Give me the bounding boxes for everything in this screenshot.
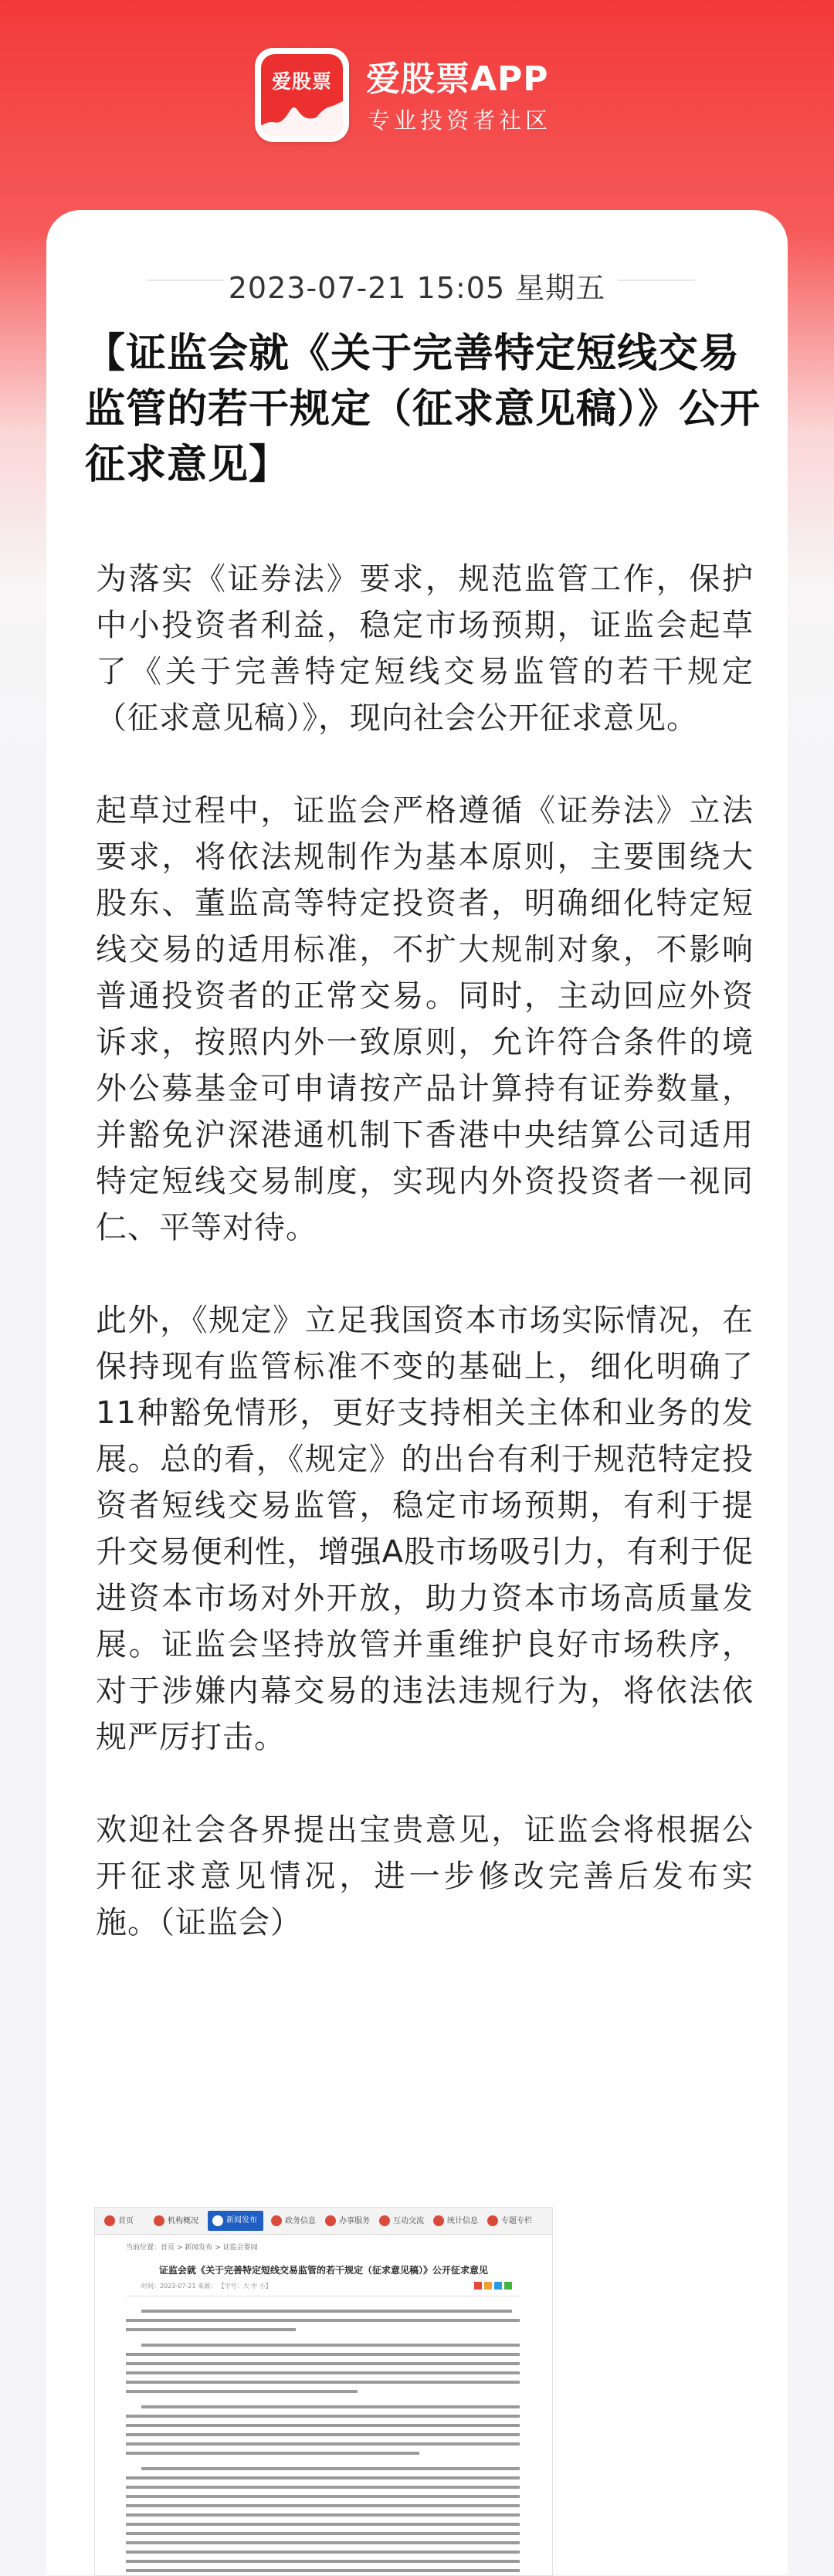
share-icon bbox=[504, 2282, 512, 2290]
article-paragraph: 为落实《证券法》要求，规范监管工作，保护中小投资者利益，稳定市场预期，证监会起草了《关于完善特定短线交易监管的若干规定（征求意见稿）》，现向社会公开征求意见。 bbox=[96, 561, 754, 736]
home-icon bbox=[104, 2215, 115, 2226]
divider bbox=[618, 280, 695, 281]
article-paragraph: 起草过程中，证监会严格遵循《证券法》立法要求，将依法规制作为基本原则，主要围绕大股东、董监高等特定投资者，明确细化特定短线交易的适用标准，不扩大规制对象，不影响普通投资者的正常交易。同时，主动回应外资诉求，按照内外一致原则，允许符合条件的境外公募基金可申请按产品计算持有证券数量，并豁免沪深港通机制下香港中央结算公司适用特定短线交易制度，实现内外资投资者一视同仁、平等对待。 bbox=[96, 793, 754, 1246]
app-slogan: 专业投资者社区 bbox=[368, 107, 552, 134]
topic-icon bbox=[487, 2215, 498, 2226]
article-paragraph: 欢迎社会各界提出宝贵意见，证监会将根据公开征求意见情况，进一步修改完善后发布实施。（证监会） bbox=[96, 1812, 754, 1940]
embedded-source-screenshot[interactable] bbox=[94, 2207, 553, 2576]
app-name: 爱股票APP bbox=[366, 59, 549, 99]
building-icon bbox=[154, 2215, 164, 2226]
article-paragraph: 此外，《规定》立足我国资本市场实际情况，在保持现有监管标准不变的基础上，细化明确了11种豁免情形，更好支持相关主体和业务的发展。总的看，《规定》的出台有利于规范特定投资者短线交易监管，稳定市场预期，有利于提升交易便利性，增强A股市场吸引力，有利于促进资本市场对外开放，助力资本市场高质量发展。证监会坚持放管并重维护良好市场秩序，对于涉嫌内幕交易的违法违规行为，将依法依规严厉打击。 bbox=[96, 1303, 754, 1755]
share-icon bbox=[484, 2282, 492, 2290]
stats-icon bbox=[433, 2215, 444, 2226]
news-icon bbox=[212, 2215, 223, 2226]
share-icon bbox=[494, 2282, 502, 2290]
source-nav-tab-active: 新闻发布 bbox=[208, 2211, 263, 2231]
source-meta bbox=[141, 2282, 512, 2290]
source-nav-tab: 专题专栏 bbox=[486, 2214, 532, 2229]
app-logo-badge bbox=[261, 54, 343, 136]
app-header bbox=[0, 0, 834, 210]
source-site-nav bbox=[95, 2208, 552, 2235]
logo-text: 爱股票 bbox=[271, 70, 332, 93]
article-title: 【证监会就《关于完善特定短线交易监管的若干规定（征求意见稿）》公开征求意见】 bbox=[85, 330, 761, 488]
article-body bbox=[96, 556, 754, 1992]
source-nav-tab: 政务信息 bbox=[270, 2214, 316, 2229]
publish-date-row bbox=[46, 256, 788, 303]
source-nav-tab: 机构概况 bbox=[152, 2214, 198, 2229]
document-icon bbox=[271, 2215, 282, 2226]
chart-wave-icon bbox=[261, 93, 343, 136]
chat-icon bbox=[379, 2215, 390, 2226]
article-card bbox=[46, 210, 788, 2574]
source-nav-tab: 办事服务 bbox=[324, 2214, 370, 2229]
source-nav-tab: 首页 bbox=[103, 2214, 134, 2229]
source-meta-text: 时间：2023-07-21 来源： 【字号：大 中 小】 bbox=[141, 2283, 272, 2290]
source-breadcrumb: 当前位置：首页 > 新闻发布 > 证监会要闻 bbox=[126, 2244, 258, 2252]
app-logo bbox=[255, 48, 349, 142]
service-icon bbox=[325, 2215, 336, 2226]
source-nav-tab: 统计信息 bbox=[432, 2214, 478, 2229]
share-icon bbox=[474, 2282, 482, 2290]
publish-datetime: 2023-07-21 15:05 星期五 bbox=[228, 271, 606, 305]
source-nav-tab: 互动交流 bbox=[378, 2214, 424, 2229]
source-title: 证监会就《关于完善特定短线交易监管的若干规定（征求意见稿）》公开征求意见 bbox=[158, 2265, 488, 2276]
source-body-text-lines bbox=[95, 2308, 552, 2575]
